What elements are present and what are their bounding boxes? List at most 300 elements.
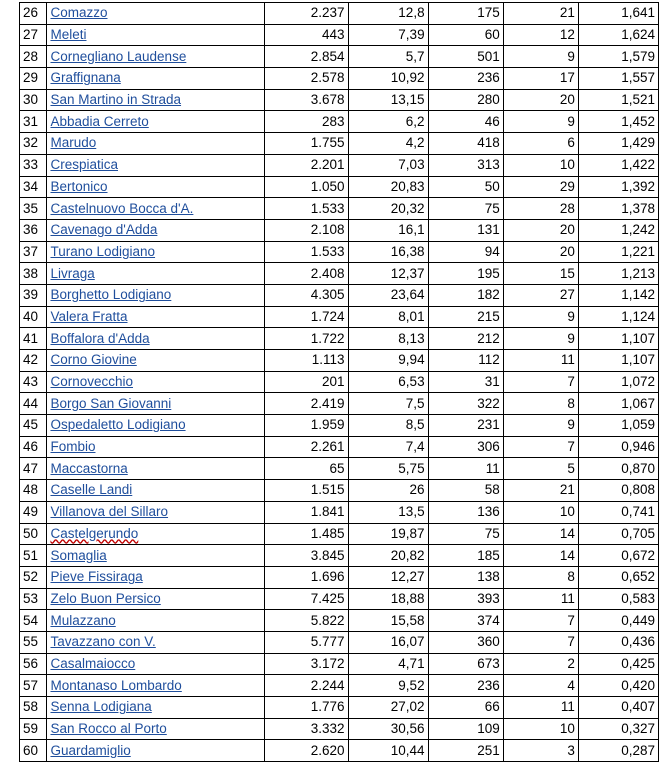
comune-cell — [47, 46, 264, 68]
rank-cell: 48 — [20, 480, 47, 502]
value-cell-a: 3.332 — [264, 718, 348, 740]
rank-cell: 54 — [20, 610, 47, 632]
value-cell-e: 0,870 — [578, 458, 658, 480]
value-cell-e: 1,392 — [578, 176, 658, 198]
value-cell-d: 10 — [503, 154, 578, 176]
value-cell-e: 1,242 — [578, 219, 658, 241]
value-cell-d: 10 — [503, 501, 578, 523]
value-cell-c: 112 — [428, 350, 503, 372]
value-cell-a: 3.845 — [264, 545, 348, 567]
rank-cell: 52 — [20, 566, 47, 588]
table-row — [20, 350, 659, 372]
value-cell-b: 9,94 — [348, 350, 428, 372]
value-cell-a: 283 — [264, 111, 348, 133]
table-row — [20, 241, 659, 263]
rank-cell: 26 — [20, 3, 47, 25]
table-row — [20, 68, 659, 90]
value-cell-d: 17 — [503, 68, 578, 90]
comune-link[interactable]: Meleti — [50, 27, 87, 43]
comune-cell — [47, 89, 264, 111]
value-cell-b: 12,8 — [348, 3, 428, 25]
value-cell-a: 2.408 — [264, 263, 348, 285]
comune-link[interactable]: Crespiatica — [50, 157, 118, 173]
value-cell-d: 7 — [503, 610, 578, 632]
value-cell-c: 75 — [428, 523, 503, 545]
comune-cell — [47, 610, 264, 632]
value-cell-d: 7 — [503, 631, 578, 653]
comune-link[interactable]: Borghetto Lodigiano — [50, 287, 172, 303]
comune-link[interactable]: Comazzo — [50, 5, 108, 21]
table-row — [20, 154, 659, 176]
value-cell-d: 9 — [503, 111, 578, 133]
table-row — [20, 89, 659, 111]
value-cell-e: 1,422 — [578, 154, 658, 176]
value-cell-a: 2.108 — [264, 219, 348, 241]
value-cell-e: 0,672 — [578, 545, 658, 567]
table-row — [20, 545, 659, 567]
rank-cell: 53 — [20, 588, 47, 610]
value-cell-e: 1,579 — [578, 46, 658, 68]
value-cell-d: 29 — [503, 176, 578, 198]
comune-link[interactable]: Maccastorna — [50, 460, 128, 476]
comune-link[interactable]: Casalmaiocco — [50, 655, 136, 671]
value-cell-b: 10,44 — [348, 740, 428, 762]
value-cell-e: 1,142 — [578, 284, 658, 306]
rank-cell: 27 — [20, 24, 47, 46]
value-cell-d: 20 — [503, 219, 578, 241]
value-cell-c: 182 — [428, 284, 503, 306]
table-row — [20, 653, 659, 675]
value-cell-b: 16,07 — [348, 631, 428, 653]
value-cell-e: 1,429 — [578, 133, 658, 155]
comune-link[interactable]: Tavazzano con V. — [50, 634, 156, 650]
rank-cell: 33 — [20, 154, 47, 176]
value-cell-b: 4,2 — [348, 133, 428, 155]
value-cell-b: 12,27 — [348, 566, 428, 588]
rank-cell: 35 — [20, 198, 47, 220]
value-cell-d: 9 — [503, 415, 578, 437]
value-cell-c: 175 — [428, 3, 503, 25]
value-cell-a: 1.724 — [264, 306, 348, 328]
rank-cell: 28 — [20, 46, 47, 68]
value-cell-a: 1.113 — [264, 350, 348, 372]
table-row — [20, 24, 659, 46]
comune-link[interactable]: Corno Giovine — [50, 352, 137, 368]
value-cell-b: 20,32 — [348, 198, 428, 220]
value-cell-b: 13,15 — [348, 89, 428, 111]
table-row — [20, 415, 659, 437]
value-cell-c: 251 — [428, 740, 503, 762]
value-cell-a: 1.533 — [264, 198, 348, 220]
rank-cell: 36 — [20, 219, 47, 241]
value-cell-c: 46 — [428, 111, 503, 133]
comune-cell — [47, 415, 264, 437]
table-row — [20, 393, 659, 415]
comune-cell — [47, 523, 264, 545]
value-cell-e: 1,107 — [578, 328, 658, 350]
value-cell-c: 212 — [428, 328, 503, 350]
value-cell-b: 7,03 — [348, 154, 428, 176]
value-cell-c: 501 — [428, 46, 503, 68]
value-cell-c: 11 — [428, 458, 503, 480]
value-cell-d: 27 — [503, 284, 578, 306]
comune-link[interactable]: Cavenago d'Adda — [50, 222, 158, 238]
value-cell-c: 109 — [428, 718, 503, 740]
comune-link[interactable]: Abbadia Cerreto — [50, 113, 149, 129]
value-cell-e: 1,521 — [578, 89, 658, 111]
comune-link[interactable]: Turano Lodigiano — [50, 243, 156, 259]
value-cell-a: 1.722 — [264, 328, 348, 350]
table-row — [20, 740, 659, 762]
rank-cell: 59 — [20, 718, 47, 740]
rank-cell: 55 — [20, 631, 47, 653]
value-cell-e: 1,067 — [578, 393, 658, 415]
value-cell-b: 15,58 — [348, 610, 428, 632]
value-cell-a: 2.261 — [264, 436, 348, 458]
value-cell-d: 9 — [503, 46, 578, 68]
comune-cell — [47, 501, 264, 523]
comune-cell — [47, 458, 264, 480]
comune-cell — [47, 133, 264, 155]
value-cell-d: 4 — [503, 675, 578, 697]
comune-cell — [47, 241, 264, 263]
value-cell-b: 8,13 — [348, 328, 428, 350]
value-cell-a: 443 — [264, 24, 348, 46]
value-cell-b: 4,71 — [348, 653, 428, 675]
table-row — [20, 306, 659, 328]
value-cell-e: 1,624 — [578, 24, 658, 46]
value-cell-c: 418 — [428, 133, 503, 155]
value-cell-c: 393 — [428, 588, 503, 610]
value-cell-b: 10,92 — [348, 68, 428, 90]
comune-link[interactable]: Caselle Landi — [50, 482, 133, 498]
value-cell-d: 21 — [503, 3, 578, 25]
table-row — [20, 176, 659, 198]
value-cell-b: 12,37 — [348, 263, 428, 285]
value-cell-e: 0,436 — [578, 631, 658, 653]
comune-link[interactable]: Senna Lodigiana — [50, 699, 152, 715]
value-cell-e: 0,327 — [578, 718, 658, 740]
value-cell-c: 313 — [428, 154, 503, 176]
value-cell-a: 1.959 — [264, 415, 348, 437]
value-cell-a: 3.678 — [264, 89, 348, 111]
value-cell-c: 280 — [428, 89, 503, 111]
table-row — [20, 263, 659, 285]
comune-cell — [47, 263, 264, 285]
rank-cell: 46 — [20, 436, 47, 458]
value-cell-b: 16,38 — [348, 241, 428, 263]
comune-link[interactable]: Cornegliano Laudense — [50, 48, 187, 64]
comune-link[interactable]: San Martino in Strada — [50, 92, 182, 108]
value-cell-c: 673 — [428, 653, 503, 675]
comune-link[interactable]: Zelo Buon Persico — [50, 590, 161, 606]
value-cell-b: 5,7 — [348, 46, 428, 68]
value-cell-a: 4.305 — [264, 284, 348, 306]
comune-cell — [47, 393, 264, 415]
value-cell-a: 5.822 — [264, 610, 348, 632]
rank-cell: 41 — [20, 328, 47, 350]
comune-cell — [47, 697, 264, 719]
table-body — [20, 3, 659, 762]
value-cell-e: 0,449 — [578, 610, 658, 632]
comune-link[interactable]: Valera Fratta — [50, 308, 128, 324]
value-cell-d: 9 — [503, 306, 578, 328]
comune-cell — [47, 68, 264, 90]
value-cell-c: 306 — [428, 436, 503, 458]
value-cell-e: 1,557 — [578, 68, 658, 90]
value-cell-a: 2.578 — [264, 68, 348, 90]
value-cell-b: 8,5 — [348, 415, 428, 437]
comune-link[interactable]: Somaglia — [50, 547, 107, 563]
table-row — [20, 675, 659, 697]
value-cell-b: 5,75 — [348, 458, 428, 480]
value-cell-b: 6,2 — [348, 111, 428, 133]
value-cell-d: 9 — [503, 328, 578, 350]
value-cell-b: 19,87 — [348, 523, 428, 545]
value-cell-d: 8 — [503, 393, 578, 415]
comune-cell — [47, 3, 264, 25]
table-row — [20, 458, 659, 480]
value-cell-e: 1,107 — [578, 350, 658, 372]
table-row — [20, 219, 659, 241]
value-cell-c: 322 — [428, 393, 503, 415]
value-cell-c: 94 — [428, 241, 503, 263]
value-cell-e: 1,213 — [578, 263, 658, 285]
comune-cell — [47, 675, 264, 697]
value-cell-e: 0,407 — [578, 697, 658, 719]
value-cell-e: 1,124 — [578, 306, 658, 328]
rank-cell: 30 — [20, 89, 47, 111]
value-cell-d: 6 — [503, 133, 578, 155]
comune-link[interactable]: Borgo San Giovanni — [50, 395, 172, 411]
comune-cell — [47, 653, 264, 675]
value-cell-a: 1.050 — [264, 176, 348, 198]
value-cell-c: 66 — [428, 697, 503, 719]
value-cell-a: 1.696 — [264, 566, 348, 588]
value-cell-b: 26 — [348, 480, 428, 502]
value-cell-a: 5.777 — [264, 631, 348, 653]
rank-cell: 57 — [20, 675, 47, 697]
value-cell-a: 1.533 — [264, 241, 348, 263]
comune-cell — [47, 718, 264, 740]
comune-link[interactable]: Ospedaletto Lodigiano — [50, 417, 186, 433]
value-cell-c: 136 — [428, 501, 503, 523]
comune-link[interactable]: Cornovecchio — [50, 374, 134, 390]
value-cell-d: 5 — [503, 458, 578, 480]
comune-link[interactable]: Marudo — [50, 135, 97, 151]
value-cell-d: 11 — [503, 588, 578, 610]
value-cell-b: 7,39 — [348, 24, 428, 46]
value-cell-b: 20,82 — [348, 545, 428, 567]
value-cell-d: 14 — [503, 523, 578, 545]
value-cell-e: 1,378 — [578, 198, 658, 220]
value-cell-a: 1.841 — [264, 501, 348, 523]
value-cell-c: 58 — [428, 480, 503, 502]
table-row — [20, 610, 659, 632]
rank-cell: 34 — [20, 176, 47, 198]
value-cell-e: 0,808 — [578, 480, 658, 502]
value-cell-a: 1.485 — [264, 523, 348, 545]
value-cell-c: 131 — [428, 219, 503, 241]
table-row — [20, 284, 659, 306]
comune-cell — [47, 154, 264, 176]
table-row — [20, 371, 659, 393]
comune-cell — [47, 631, 264, 653]
table-row — [20, 718, 659, 740]
comune-cell — [47, 306, 264, 328]
comune-cell — [47, 176, 264, 198]
comune-link[interactable]: Castelgerundo — [50, 525, 139, 541]
rank-cell: 29 — [20, 68, 47, 90]
value-cell-e: 1,221 — [578, 241, 658, 263]
table-row — [20, 697, 659, 719]
comune-cell — [47, 350, 264, 372]
comune-link[interactable]: Mulazzano — [50, 612, 116, 628]
rank-cell: 51 — [20, 545, 47, 567]
rank-cell: 40 — [20, 306, 47, 328]
value-cell-d: 11 — [503, 697, 578, 719]
comune-link[interactable]: Guardamiglio — [50, 742, 131, 758]
value-cell-e: 1,072 — [578, 371, 658, 393]
comune-cell — [47, 219, 264, 241]
value-cell-a: 7.425 — [264, 588, 348, 610]
value-cell-e: 0,287 — [578, 740, 658, 762]
comune-cell — [47, 328, 264, 350]
value-cell-a: 65 — [264, 458, 348, 480]
value-cell-c: 185 — [428, 545, 503, 567]
value-cell-e: 0,946 — [578, 436, 658, 458]
rank-cell: 56 — [20, 653, 47, 675]
comune-cell — [47, 566, 264, 588]
value-cell-e: 0,583 — [578, 588, 658, 610]
comune-link[interactable]: Castelnuovo Bocca d'A. — [50, 200, 194, 216]
comune-cell — [47, 545, 264, 567]
comune-link[interactable]: Graffignana — [50, 70, 121, 86]
rank-cell: 42 — [20, 350, 47, 372]
value-cell-d: 28 — [503, 198, 578, 220]
rank-cell: 50 — [20, 523, 47, 545]
value-cell-c: 31 — [428, 371, 503, 393]
value-cell-c: 60 — [428, 24, 503, 46]
comune-cell — [47, 24, 264, 46]
value-cell-b: 7,5 — [348, 393, 428, 415]
table-row — [20, 328, 659, 350]
value-cell-d: 10 — [503, 718, 578, 740]
value-cell-d: 14 — [503, 545, 578, 567]
value-cell-a: 2.201 — [264, 154, 348, 176]
table-row — [20, 46, 659, 68]
value-cell-d: 15 — [503, 263, 578, 285]
value-cell-b: 18,88 — [348, 588, 428, 610]
value-cell-d: 8 — [503, 566, 578, 588]
value-cell-c: 195 — [428, 263, 503, 285]
rank-cell: 47 — [20, 458, 47, 480]
value-cell-b: 16,1 — [348, 219, 428, 241]
rank-cell: 39 — [20, 284, 47, 306]
value-cell-c: 236 — [428, 68, 503, 90]
value-cell-a: 1.515 — [264, 480, 348, 502]
table-row — [20, 588, 659, 610]
value-cell-c: 236 — [428, 675, 503, 697]
value-cell-e: 0,420 — [578, 675, 658, 697]
value-cell-a: 2.620 — [264, 740, 348, 762]
comune-link[interactable]: Livraga — [50, 265, 95, 281]
rank-cell: 60 — [20, 740, 47, 762]
table-row — [20, 111, 659, 133]
comune-link[interactable]: Pieve Fissiraga — [50, 569, 143, 585]
value-cell-c: 215 — [428, 306, 503, 328]
value-cell-d: 20 — [503, 241, 578, 263]
comune-cell — [47, 111, 264, 133]
rank-cell: 45 — [20, 415, 47, 437]
value-cell-e: 0,425 — [578, 653, 658, 675]
table-row — [20, 198, 659, 220]
value-cell-a: 2.244 — [264, 675, 348, 697]
value-cell-b: 13,5 — [348, 501, 428, 523]
table-row — [20, 566, 659, 588]
comune-cell — [47, 480, 264, 502]
value-cell-e: 1,452 — [578, 111, 658, 133]
value-cell-b: 20,83 — [348, 176, 428, 198]
value-cell-b: 30,56 — [348, 718, 428, 740]
comune-cell — [47, 436, 264, 458]
rank-cell: 32 — [20, 133, 47, 155]
value-cell-e: 1,641 — [578, 3, 658, 25]
rank-cell: 37 — [20, 241, 47, 263]
comune-link[interactable]: Villanova del Sillaro — [50, 504, 169, 520]
value-cell-e: 0,652 — [578, 566, 658, 588]
value-cell-d: 21 — [503, 480, 578, 502]
rank-cell: 44 — [20, 393, 47, 415]
value-cell-a: 2.237 — [264, 3, 348, 25]
value-cell-d: 11 — [503, 350, 578, 372]
comune-link[interactable]: Montanaso Lombardo — [50, 677, 182, 693]
comune-cell — [47, 198, 264, 220]
table-row — [20, 3, 659, 25]
value-cell-d: 12 — [503, 24, 578, 46]
value-cell-e: 1,059 — [578, 415, 658, 437]
value-cell-e: 0,705 — [578, 523, 658, 545]
value-cell-b: 9,52 — [348, 675, 428, 697]
comune-link[interactable]: San Rocco al Porto — [50, 721, 167, 737]
comune-link[interactable]: Bertonico — [50, 178, 108, 194]
value-cell-b: 27,02 — [348, 697, 428, 719]
value-cell-c: 50 — [428, 176, 503, 198]
rank-cell: 49 — [20, 501, 47, 523]
value-cell-b: 6,53 — [348, 371, 428, 393]
rank-cell: 58 — [20, 697, 47, 719]
comune-link[interactable]: Boffalora d'Adda — [50, 330, 150, 346]
value-cell-a: 2.854 — [264, 46, 348, 68]
value-cell-a: 2.419 — [264, 393, 348, 415]
value-cell-d: 20 — [503, 89, 578, 111]
table-row — [20, 436, 659, 458]
value-cell-a: 1.755 — [264, 133, 348, 155]
comune-cell — [47, 740, 264, 762]
value-cell-c: 75 — [428, 198, 503, 220]
data-table — [19, 2, 659, 762]
table-row — [20, 501, 659, 523]
value-cell-b: 7,4 — [348, 436, 428, 458]
table-row — [20, 133, 659, 155]
value-cell-c: 360 — [428, 631, 503, 653]
value-cell-b: 23,64 — [348, 284, 428, 306]
rank-cell: 31 — [20, 111, 47, 133]
value-cell-a: 1.776 — [264, 697, 348, 719]
value-cell-a: 201 — [264, 371, 348, 393]
comune-link[interactable]: Fombio — [50, 439, 96, 455]
rank-cell: 43 — [20, 371, 47, 393]
